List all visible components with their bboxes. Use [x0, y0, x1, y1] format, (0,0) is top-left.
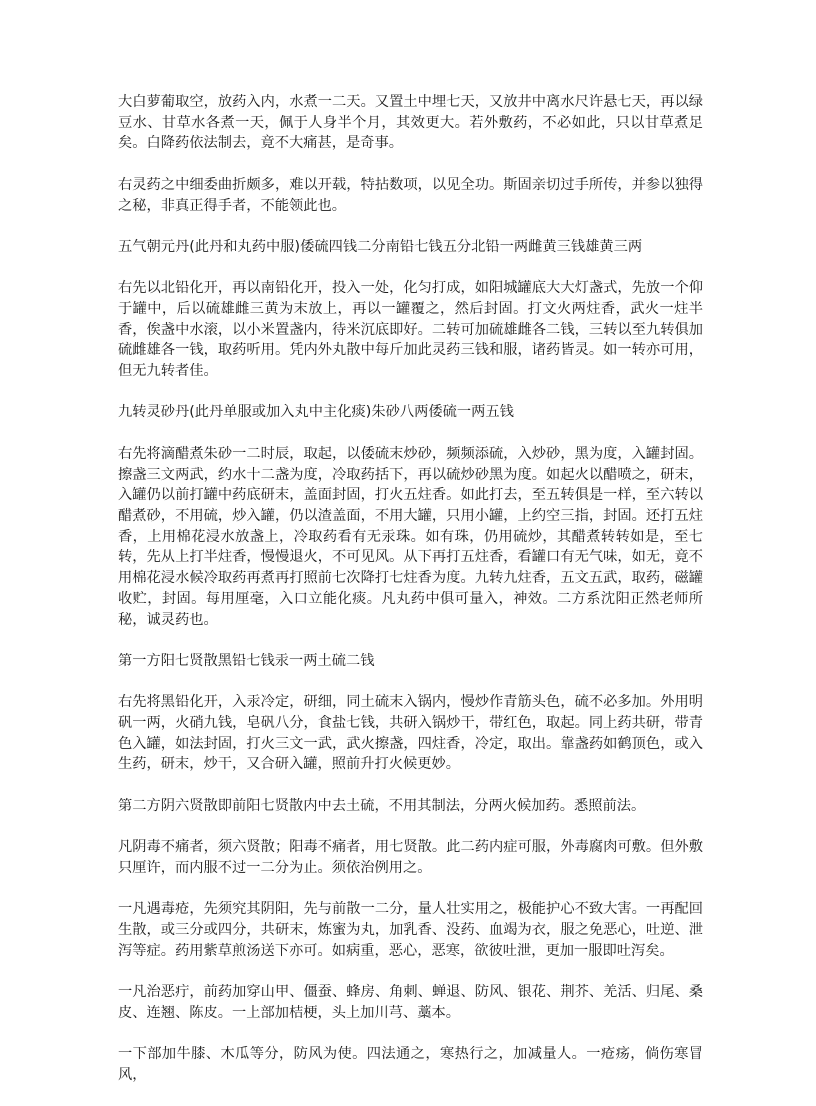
- document-page: [118, 92, 703, 1106]
- heading-wuqi-chaoyuan-dan: 五气朝元丹(此丹和丸药中服)倭硫四钱二分南铅七钱五分北铅一两雌黄三钱雄黄三两: [118, 238, 643, 255]
- paragraph-wuqi-method: 右先以北铅化开，再以南铅化开，投入一处，化匀打成，如阳城罐底大大灯盏式，先放一个仰于罐中，后以硫雄雌三黄为末放上，再以一罐覆之，然后封固。打文火两炷香，武火一炷半香，俟盏中水滚，以小米置盏内，待米沉底即好。二转可加硫雄雌各二钱，三转以至九转俱加硫雌雄各一钱，取药听用。凭内外丸散中每斤加此灵药三钱和服，诸药皆灵。如一转亦可用，但无九转者佳。: [118, 280, 703, 380]
- heading-yin-liuxian-san: 第二方阴六贤散即前阳七贤散内中去土硫，不用其制法，分两火候加药。悉照前法。: [118, 797, 646, 814]
- paragraph-jiuzhuan-method: 右先将滴醋煮朱砂一二时辰，取起，以倭硫末炒砂，频频添硫，入炒砂，黑为度，入罐封固。擦盏三文两武，约水十二盏为度，冷取药括下，再以硫炒砂黑为度。如起火以醋喷之，研末，入罐仍以前打罐中药底研末，盖面封固，打火五炷香。如此打去，至五转俱是一样，至六转以醋煮砂，不用硫，炒入罐，仍以渣盖面，不用大罐，只用小罐，上约空三指，封固。还打五炷香，上用棉花浸水放盏上，冷取药看有无汞珠。如有珠，仍用硫炒，其醋煮转转如是，至七转，先从上打半炷香，慢慢退火，不可见风。从下再打五炷香，看罐口有无气味，如无，竟不用棉花浸水候冷取药再煮再打照前七次降打七炷香为度。九转九炷香，五文五武，取药，磁罐收贮，封固。每用厘毫，入口立能化痰。凡丸药中俱可量入，神效。二方系沈阳正然老师所秘，诚灵药也。: [118, 445, 703, 628]
- paragraph-yang-qixian-method: 右先将黑铅化开，入汞冷定，研细，同土硫末入锅内，慢炒作青筋头色，硫不必多加。外用明矾一两，火硝九钱，皂矾八分，食盐七钱，共研入锅炒干，带红色，取起。同上药共研，带青色入罐，如法封固，打火三文一武，武火擦盏，四炷香，冷定，取出。靠盏药如鹤顶色，或入生药，研末，炒干，又合研入罐，照前升打火候更妙。: [118, 694, 703, 773]
- paragraph-evil-boils: 一凡治恶疔，前药加穿山甲、僵蚕、蜂房、角刺、蝉退、防风、银花、荆芥、羌活、归尾、桑皮、连翘、陈皮。一上部加桔梗，头上加川芎、藁本。: [118, 984, 703, 1021]
- paragraph-radish-method: 大白萝葡取空，放药入内，水煮一二天。又置土中埋七天，又放井中离水尺许悬七天，再以绿豆水、甘草水各煮一天，佩于人身半个月，其效更大。若外敷药，不必如此，只以甘草煮足矣。白降药依法制去，竟不大痛甚，是奇事。: [118, 94, 703, 152]
- paragraph-poison-sores: 一凡遇毒疮，先须究其阴阳，先与前散一二分，量人壮实用之，极能护心不致大害。一再配回生散，或三分或四分，共研末，炼蜜为丸，加乳香、没药、血竭为衣，服之免恶心，吐逆、泄泻等症。药用紫草煎汤送下亦可。如病重，恶心，恶寒，欲彼吐泄，更加一服即吐泻矣。: [118, 901, 703, 959]
- heading-jiuzhuan-lingsha-dan: 九转灵砂丹(此丹单服或加入丸中主化痰)朱砂八两倭硫一两五钱: [118, 404, 514, 421]
- paragraph-yin-yang-usage: 凡阴毒不痛者，须六贤散；阳毒不痛者，用七贤散。此二药内症可服，外毒腐肉可敷。但外敷只厘许，而内服不过一二分为止。须依治例用之。: [118, 839, 703, 876]
- paragraph-lower-body: 一下部加牛膝、木瓜等分，防风为使。四法通之，寒热行之，加减量人。一疮疡，倘伤寒冒风，: [118, 1046, 703, 1083]
- paragraph-lingyao-note: 右灵药之中细委曲折颇多，难以开载，特拈数项，以见全功。斯固亲切过手所传，并参以独得之秘，非真正得手者，不能领此也。: [118, 176, 703, 214]
- heading-yang-qixian-san: 第一方阳七贤散黑铅七钱汞一两土硫二钱: [118, 652, 375, 669]
